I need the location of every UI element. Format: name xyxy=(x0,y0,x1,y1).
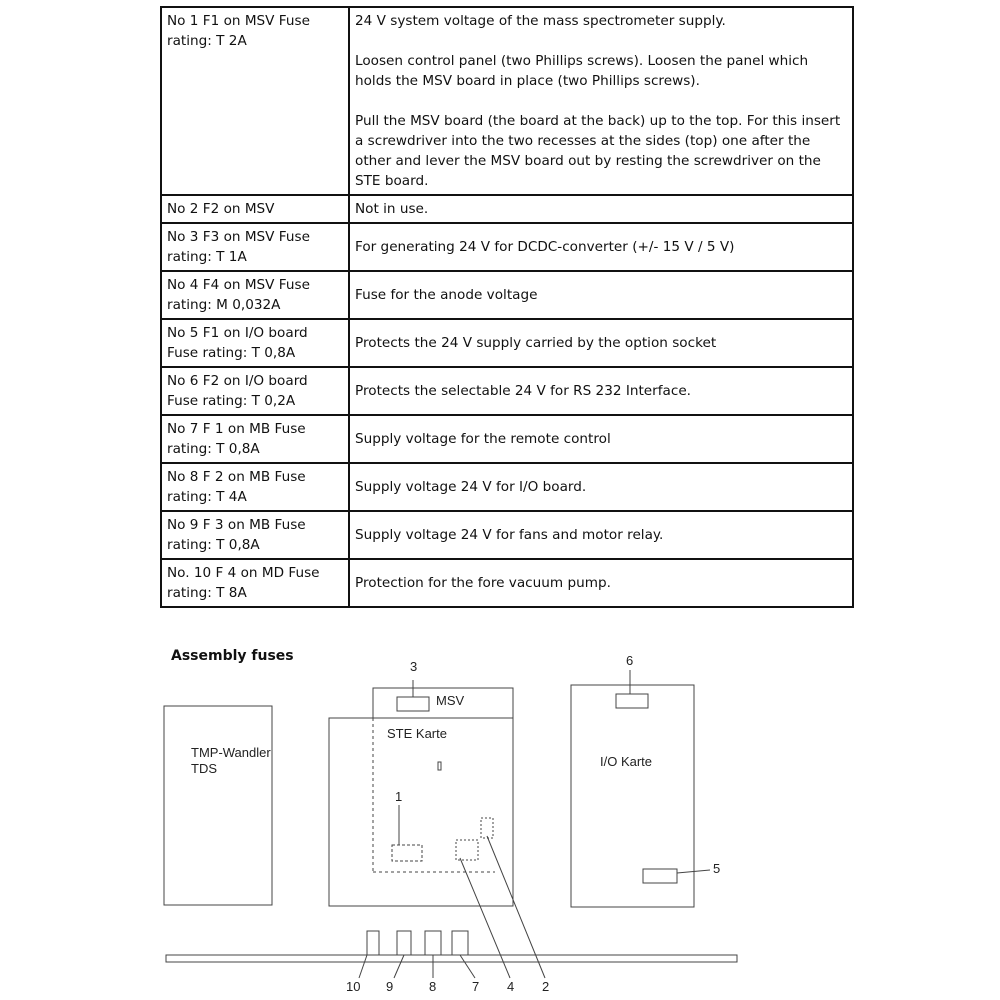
label-1: 1 xyxy=(395,789,403,804)
description-paragraph: Protects the 24 V supply carried by the option socket xyxy=(355,335,717,351)
fuse-id-cell: No 2 F2 on MSV xyxy=(161,195,349,223)
label-4: 4 xyxy=(507,979,515,994)
assembly-fuses-title: Assembly fuses xyxy=(171,648,294,664)
fuse-id-cell: No 7 F 1 on MB Fuse rating: T 0,8A xyxy=(161,415,349,463)
description-paragraph: Loosen control panel (two Phillips screws). Loosen the panel which holds the MSV board in place (two Phillips screws). xyxy=(355,53,809,89)
tmp-wandler-label: TMP-Wandler xyxy=(191,745,271,760)
description-paragraph: Supply voltage 24 V for fans and motor relay. xyxy=(355,527,664,543)
tmp-wandler-box xyxy=(164,706,272,905)
leader-7 xyxy=(460,955,475,978)
description-paragraph: 24 V system voltage of the mass spectrometer supply. xyxy=(355,13,726,29)
fuse-id-cell: No 3 F3 on MSV Fuse rating: T 1A xyxy=(161,223,349,271)
fuse-4-marker xyxy=(456,840,478,860)
fuse-1-marker xyxy=(392,845,422,861)
fuse-10-marker xyxy=(367,931,379,955)
fuse-id-cell: No 6 F2 on I/O board Fuse rating: T 0,2A xyxy=(161,367,349,415)
fuse-5-marker xyxy=(643,869,677,883)
fuse-3-marker xyxy=(397,697,429,711)
label-9: 9 xyxy=(386,979,394,994)
fuse-7-marker xyxy=(452,931,468,955)
description-paragraph: Not in use. xyxy=(355,201,429,217)
fuse-id-cell: No 4 F4 on MSV Fuse rating: M 0,032A xyxy=(161,271,349,319)
ste-component xyxy=(438,762,441,770)
description-paragraph: Pull the MSV board (the board at the back) up to the top. For this insert a screwdriver into the two recesses at the sides (top) one after the other and lever the MSV board out by resting the screwdriver on the STE board. xyxy=(355,113,841,189)
ste-karte-label: STE Karte xyxy=(387,726,447,741)
ste-board xyxy=(329,718,513,906)
tds-label: TDS xyxy=(191,761,217,776)
label-8: 8 xyxy=(429,979,437,994)
description-paragraph: Supply voltage 24 V for I/O board. xyxy=(355,479,587,495)
fuse-id-cell: No 8 F 2 on MB Fuse rating: T 4A xyxy=(161,463,349,511)
io-karte-label: I/O Karte xyxy=(600,754,653,769)
leader-10 xyxy=(359,955,367,978)
label-6: 6 xyxy=(626,653,634,668)
label-3: 3 xyxy=(410,659,418,674)
label-5: 5 xyxy=(713,861,721,876)
description-paragraph: Supply voltage for the remote control xyxy=(355,431,611,447)
label-10: 10 xyxy=(346,979,361,994)
io-board xyxy=(571,685,694,907)
fuse-id-cell: No 1 F1 on MSV Fuse rating: T 2A xyxy=(161,7,349,195)
leader-4 xyxy=(460,858,510,978)
label-7: 7 xyxy=(472,979,480,994)
label-2: 2 xyxy=(542,979,550,994)
fuse-8-marker xyxy=(425,931,441,955)
fuse-id-cell: No 9 F 3 on MB Fuse rating: T 0,8A xyxy=(161,511,349,559)
fuse-2-marker xyxy=(481,818,493,838)
fuse-6-marker xyxy=(616,694,648,708)
description-paragraph: Fuse for the anode voltage xyxy=(355,287,538,303)
description-paragraph: Protects the selectable 24 V for RS 232 Interface. xyxy=(355,383,692,399)
fuse-9-marker xyxy=(397,931,411,955)
fuse-id-cell: No. 10 F 4 on MD Fuse rating: T 8A xyxy=(161,559,349,607)
msv-label: MSV xyxy=(436,693,465,708)
fuse-id-cell: No 5 F1 on I/O board Fuse rating: T 0,8A xyxy=(161,319,349,367)
description-paragraph: Protection for the fore vacuum pump. xyxy=(355,575,611,591)
motherboard-strip xyxy=(166,955,737,962)
leader-2 xyxy=(487,836,545,978)
leader-9 xyxy=(394,955,404,978)
description-paragraph: For generating 24 V for DCDC-converter (+/- 15 V / 5 V) xyxy=(355,239,735,255)
